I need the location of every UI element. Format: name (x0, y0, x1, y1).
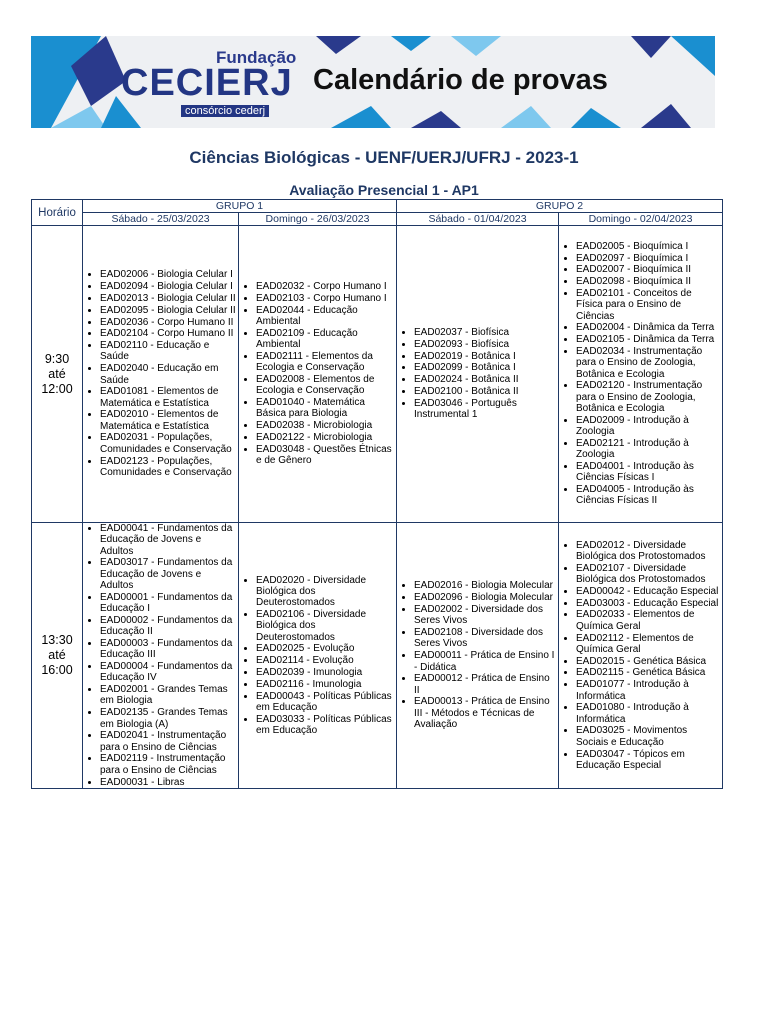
course-item: • EAD02105 - Dinâmica da Terra (576, 334, 720, 345)
exam-cell (83, 523, 239, 789)
course-list (559, 540, 722, 771)
course-item: • EAD02002 - Diversidade dos Seres Vivos (414, 604, 556, 627)
course-item: • EAD02110 - Educação e Saúde (100, 340, 236, 363)
course-item: • EAD02120 - Instrumentação para o Ensino de Zoologia, Botânica e Ecologia (576, 380, 720, 414)
course-item: • EAD02099 - Botânica I (414, 362, 556, 373)
header-banner (31, 36, 715, 128)
course-item: • EAD02108 - Diversidade dos Seres Vivos (414, 627, 556, 650)
course-item: • EAD03033 - Políticas Públicas em Educação (256, 714, 394, 737)
course-item: • EAD02036 - Corpo Humano II (100, 317, 236, 328)
course-item: • EAD02112 - Elementos de Química Geral (576, 633, 720, 656)
course-item: • EAD01077 - Introdução à Informática (576, 679, 720, 702)
course-list (397, 580, 558, 730)
course-item: • EAD03025 - Movimentos Sociais e Educação (576, 725, 720, 748)
course-item: • EAD00004 - Fundamentos da Educação IV (100, 661, 236, 684)
page-subtitle: Avaliação Presencial 1 - AP1 (289, 182, 479, 198)
course-item: • EAD02044 - Educação Ambiental (256, 305, 394, 328)
course-item: • EAD02007 - Bioquímica II (576, 264, 720, 275)
course-item: • EAD02038 - Microbiologia (256, 420, 394, 431)
course-item: • EAD00012 - Prática de Ensino II (414, 673, 556, 696)
course-item: • EAD00041 - Fundamentos da Educação de Jovens e Adultos (100, 523, 236, 557)
logo-subtitle: consórcio cederj (181, 105, 269, 117)
course-item: • EAD00003 - Fundamentos da Educação III (100, 638, 236, 661)
course-item: • EAD00013 - Prática de Ensino III - Métodos e Técnicas de Avaliação (414, 696, 556, 730)
course-item: • EAD02015 - Genética Básica (576, 656, 720, 667)
course-item: • EAD02024 - Botânica II (414, 374, 556, 385)
course-item: • EAD04001 - Introdução às Ciências Físicas I (576, 461, 720, 484)
course-item: • EAD00002 - Fundamentos da Educação II (100, 615, 236, 638)
course-list (83, 523, 238, 788)
date-header: Domingo - 26/03/2023 (239, 213, 397, 226)
course-item: • EAD02111 - Elementos da Ecologia e Conservação (256, 351, 394, 374)
schedule-row (32, 226, 723, 523)
course-item: • EAD00001 - Fundamentos da Educação I (100, 592, 236, 615)
course-item: • EAD01040 - Matemática Básica para Biologia (256, 397, 394, 420)
time-slot-line: 16:00 (41, 663, 73, 678)
course-list (83, 269, 238, 478)
exam-schedule-table (31, 199, 723, 789)
time-slot-line: 9:30 (44, 351, 70, 366)
course-item: • EAD02123 - Populações, Comunidades e Conservação (100, 456, 236, 479)
course-item: • EAD02031 - Populações, Comunidades e Conservação (100, 432, 236, 455)
course-item: • EAD03003 - Educação Especial (576, 598, 720, 609)
exam-cell (239, 523, 397, 789)
date-header: Domingo - 02/04/2023 (559, 213, 723, 226)
banner-title: Calendário de provas (313, 64, 608, 96)
logo-cecierj: CECIERJ (121, 62, 293, 104)
exam-cell (239, 226, 397, 523)
course-item: • EAD02116 - Imunologia (256, 679, 394, 690)
course-item: • EAD02033 - Elementos de Química Geral (576, 609, 720, 632)
time-slot (32, 226, 83, 523)
course-item: • EAD02094 - Biologia Celular I (100, 281, 236, 292)
course-item: • EAD02121 - Introdução à Zoologia (576, 438, 720, 461)
course-item: • EAD02004 - Dinâmica da Terra (576, 322, 720, 333)
time-slot-line: até (48, 366, 66, 381)
course-item: • EAD02106 - Diversidade Biológica dos Deuterostomados (256, 609, 394, 643)
course-item: • EAD02096 - Biologia Molecular (414, 592, 556, 603)
course-item: • EAD02109 - Educação Ambiental (256, 328, 394, 351)
course-item: • EAD02040 - Educação em Saúde (100, 363, 236, 386)
course-item: • EAD02135 - Grandes Temas em Biologia (A) (100, 707, 236, 730)
course-item: • EAD02006 - Biologia Celular I (100, 269, 236, 280)
time-slot (32, 523, 83, 789)
course-item: • EAD02041 - Instrumentação para o Ensino de Ciências (100, 730, 236, 753)
time-slot-line: 12:00 (41, 381, 73, 396)
course-item: • EAD02115 - Genética Básica (576, 667, 720, 678)
course-item: • EAD00011 - Prática de Ensino I - Didática (414, 650, 556, 673)
course-item: • EAD02034 - Instrumentação para o Ensino de Zoologia, Botânica e Ecologia (576, 346, 720, 380)
time-slot-line: 13:30 (41, 633, 73, 648)
course-item: • EAD03048 - Questões Étnicas e de Gênero (256, 444, 394, 467)
course-item: • EAD03046 - Português Instrumental 1 (414, 398, 556, 421)
course-item: • EAD02009 - Introdução à Zoologia (576, 415, 720, 438)
course-item: • EAD03017 - Fundamentos da Educação de Jovens e Adultos (100, 557, 236, 591)
exam-cell (559, 226, 723, 523)
course-item: • EAD02101 - Conceitos de Física para o Ensino de Ciências (576, 288, 720, 322)
date-header: Sábado - 25/03/2023 (83, 213, 239, 226)
course-item: • EAD02005 - Bioquímica I (576, 241, 720, 252)
course-list (239, 281, 396, 466)
course-item: • EAD02010 - Elementos de Matemática e Estatística (100, 409, 236, 432)
course-list (559, 241, 722, 507)
course-item: • EAD02103 - Corpo Humano I (256, 293, 394, 304)
course-item: • EAD02037 - Biofísica (414, 327, 556, 338)
group-2-header: GRUPO 2 (397, 200, 723, 213)
course-item: • EAD02104 - Corpo Humano II (100, 328, 236, 339)
schedule-row (32, 523, 723, 789)
course-item: • EAD02093 - Biofísica (414, 339, 556, 350)
date-header: Sábado - 01/04/2023 (397, 213, 559, 226)
course-item: • EAD02095 - Biologia Celular II (100, 305, 236, 316)
exam-cell (559, 523, 723, 789)
course-item: • EAD01081 - Elementos de Matemática e Estatística (100, 386, 236, 409)
course-item: • EAD02122 - Microbiologia (256, 432, 394, 443)
course-item: • EAD02012 - Diversidade Biológica dos Protostomados (576, 540, 720, 563)
course-item: • EAD03047 - Tópicos em Educação Especial (576, 749, 720, 772)
course-item: • EAD02020 - Diversidade Biológica dos Deuterostomados (256, 575, 394, 609)
course-item: • EAD00031 - Libras (100, 777, 236, 788)
course-list (239, 575, 396, 737)
page-title: Ciências Biológicas - UENF/UERJ/UFRJ - 2023-1 (189, 148, 579, 167)
course-item: • EAD02016 - Biologia Molecular (414, 580, 556, 591)
course-item: • EAD02019 - Botânica I (414, 351, 556, 362)
course-item: • EAD01080 - Introdução à Informática (576, 702, 720, 725)
course-item: • EAD02100 - Botânica II (414, 386, 556, 397)
exam-cell (397, 226, 559, 523)
time-slot-line: até (48, 648, 66, 663)
exam-cell (83, 226, 239, 523)
group-1-header: GRUPO 1 (83, 200, 397, 213)
exam-cell (397, 523, 559, 789)
course-list (397, 327, 558, 420)
course-item: • EAD02114 - Evolução (256, 655, 394, 666)
course-item: • EAD04005 - Introdução às Ciências Físicas II (576, 484, 720, 507)
course-item: • EAD02097 - Bioquímica I (576, 253, 720, 264)
course-item: • EAD02025 - Evolução (256, 643, 394, 654)
course-item: • EAD02107 - Diversidade Biológica dos Protostomados (576, 563, 720, 586)
horario-header: Horário (32, 200, 83, 226)
course-item: • EAD02098 - Bioquímica II (576, 276, 720, 287)
course-item: • EAD00042 - Educação Especial (576, 586, 720, 597)
course-item: • EAD02013 - Biologia Celular II (100, 293, 236, 304)
course-item: • EAD02119 - Instrumentação para o Ensino de Ciências (100, 753, 236, 776)
course-item: • EAD02032 - Corpo Humano I (256, 281, 394, 292)
logo-fundacao: Fundação (216, 48, 297, 67)
course-item: • EAD02001 - Grandes Temas em Biologia (100, 684, 236, 707)
course-item: • EAD00043 - Políticas Públicas em Educação (256, 691, 394, 714)
course-item: • EAD02008 - Elementos de Ecologia e Conservação (256, 374, 394, 397)
course-item: • EAD02039 - Imunologia (256, 667, 394, 678)
